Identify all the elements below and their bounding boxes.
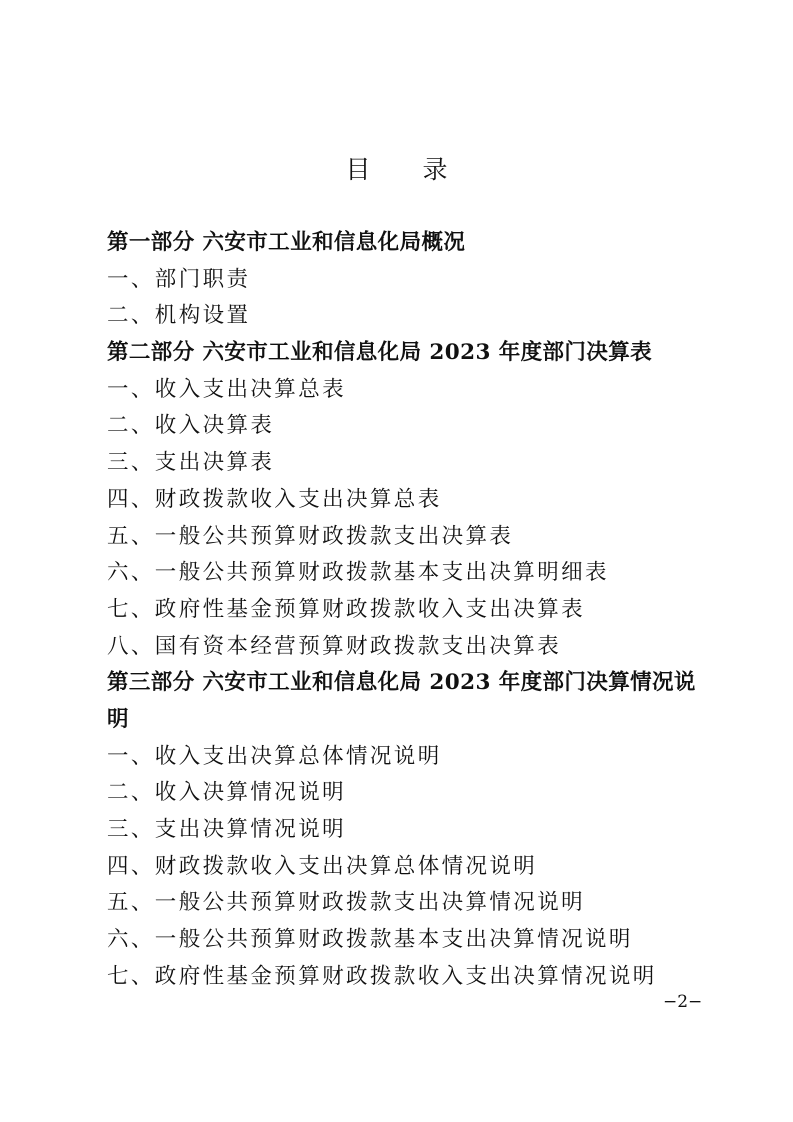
toc-part-heading[interactable]: 第一部分 六安市工业和信息化局概况 (107, 230, 466, 255)
toc-entry[interactable]: 五、一般公共预算财政拨款支出决算情况说明 (107, 890, 586, 916)
toc-entry[interactable]: 五、一般公共预算财政拨款支出决算表 (107, 523, 514, 549)
toc-entry[interactable]: 四、财政拨款收入支出决算总表 (107, 486, 442, 512)
toc-entry[interactable]: 七、政府性基金预算财政拨款收入支出决算情况说明 (107, 963, 657, 989)
toc-part-heading[interactable]: 第三部分 六安市工业和信息化局 2023 年度部门决算情况说明 (107, 670, 696, 732)
toc-entry[interactable]: 一、收入支出决算总表 (107, 376, 347, 402)
toc-entry[interactable]: 一、部门职责 (107, 266, 251, 292)
toc-entry[interactable]: 六、一般公共预算财政拨款基本支出决算明细表 (107, 560, 609, 586)
table-of-contents (107, 225, 707, 995)
toc-entry[interactable]: 六、一般公共预算财政拨款基本支出决算情况说明 (107, 927, 633, 953)
toc-entry[interactable]: 二、收入决算情况说明 (107, 780, 347, 806)
toc-entry[interactable]: 三、支出决算表 (107, 450, 275, 476)
page-title: 目 录 (345, 155, 470, 184)
toc-entry[interactable]: 二、收入决算表 (107, 413, 275, 439)
toc-entry[interactable]: 八、国有资本经营预算财政拨款支出决算表 (107, 633, 562, 659)
page-number: −2− (663, 992, 703, 1012)
toc-part-heading[interactable]: 第二部分 六安市工业和信息化局 2023 年度部门决算表 (107, 340, 652, 366)
toc-entry[interactable]: 一、收入支出决算总体情况说明 (107, 743, 442, 769)
toc-entry[interactable]: 二、机构设置 (107, 303, 251, 329)
toc-entry[interactable]: 四、财政拨款收入支出决算总体情况说明 (107, 853, 538, 879)
toc-entry[interactable]: 三、支出决算情况说明 (107, 817, 347, 843)
toc-entry[interactable]: 七、政府性基金预算财政拨款收入支出决算表 (107, 596, 586, 622)
